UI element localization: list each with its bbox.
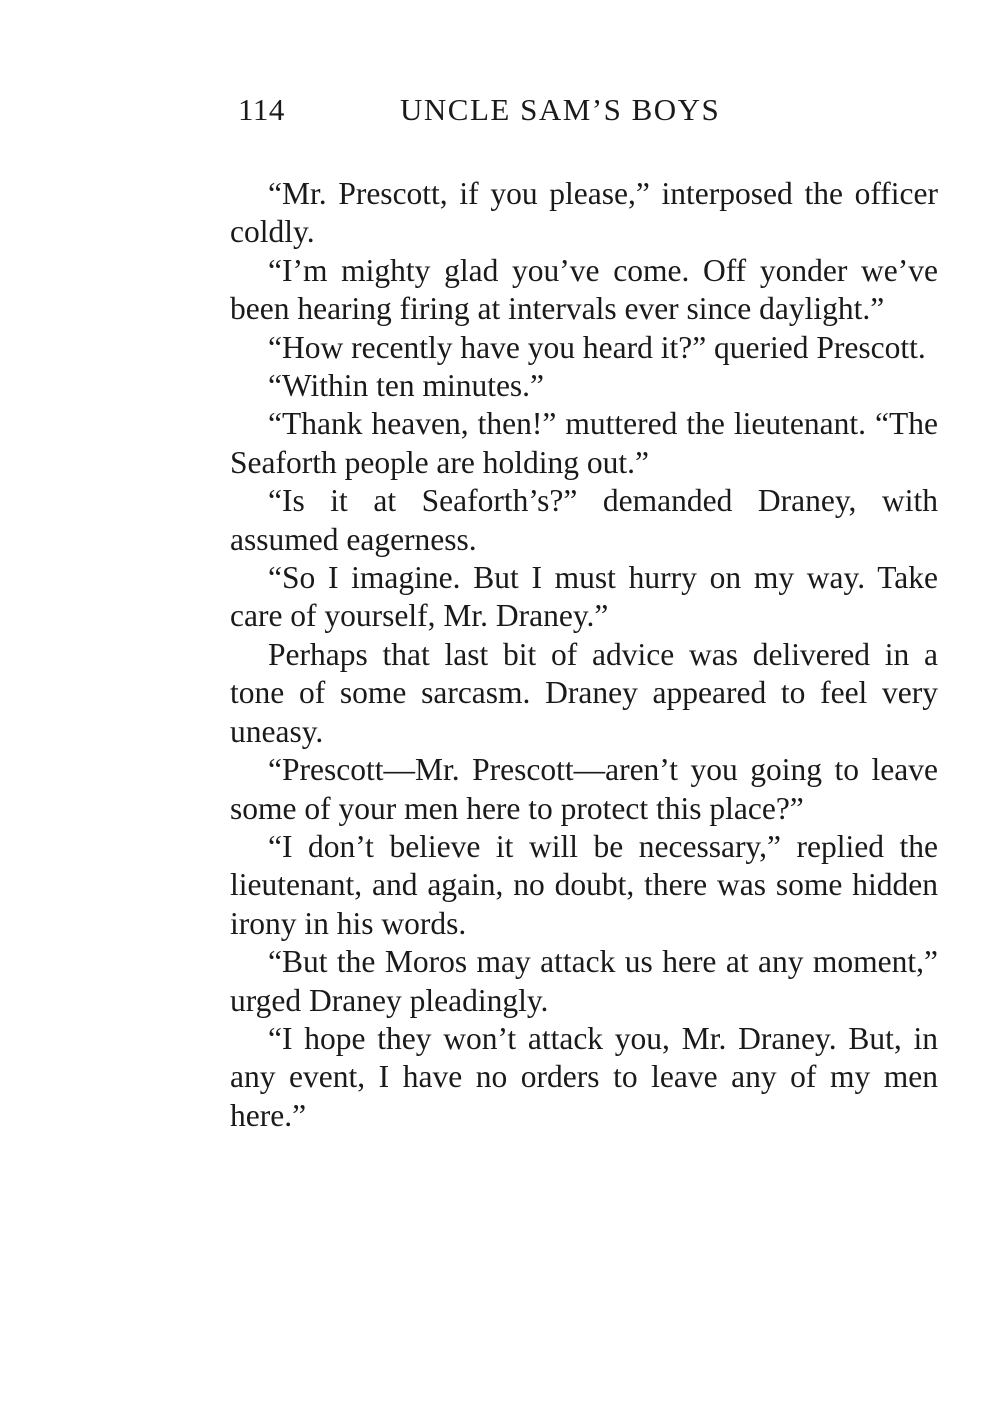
paragraph: “So I imagine. But I must hurry on my way. Take care of yourself, Mr. Draney.” [230,560,938,634]
paragraph: “Is it at Seaforth’s?” demanded Draney, with assumed eagerness. [230,483,938,557]
paragraph: “I’m mighty glad you’ve come. Off yonder we’ve been hearing firing at intervals ever since daylight.” [230,252,938,327]
paragraph: “But the Moros may attack us here at any moment,” urged Draney pleadingly. [230,944,938,1018]
paragraph: “I hope they won’t attack you, Mr. Draney. But, in any event, I have no orders to leave any of my men here.” [230,1020,938,1133]
paragraph: “How recently have you heard it?” queried Prescott. [268,329,926,365]
page-number: 114 [238,92,285,127]
page-header [238,92,778,140]
paragraph: “Within ten minutes.” [268,368,545,404]
paragraph: “Thank heaven, then!” muttered the lieutenant. “The Seaforth people are holding out.” [230,406,938,480]
paragraph: “I don’t believe it will be necessary,” replied the lieutenant, and again, no doubt, there was some hidden irony in his words. [230,828,938,941]
body-text [230,175,938,1135]
paragraph: “Prescott—Mr. Prescott—aren’t you going to leave some of your men here to protect this place?” [230,752,938,826]
running-title: UNCLE SAM’S BOYS [400,92,721,127]
paragraph: Perhaps that last bit of advice was delivered in a tone of some sarcasm. Draney appeared to feel very uneasy. [230,636,938,749]
paragraph: “Mr. Prescott, if you please,” interposed the officer coldly. [230,176,938,250]
